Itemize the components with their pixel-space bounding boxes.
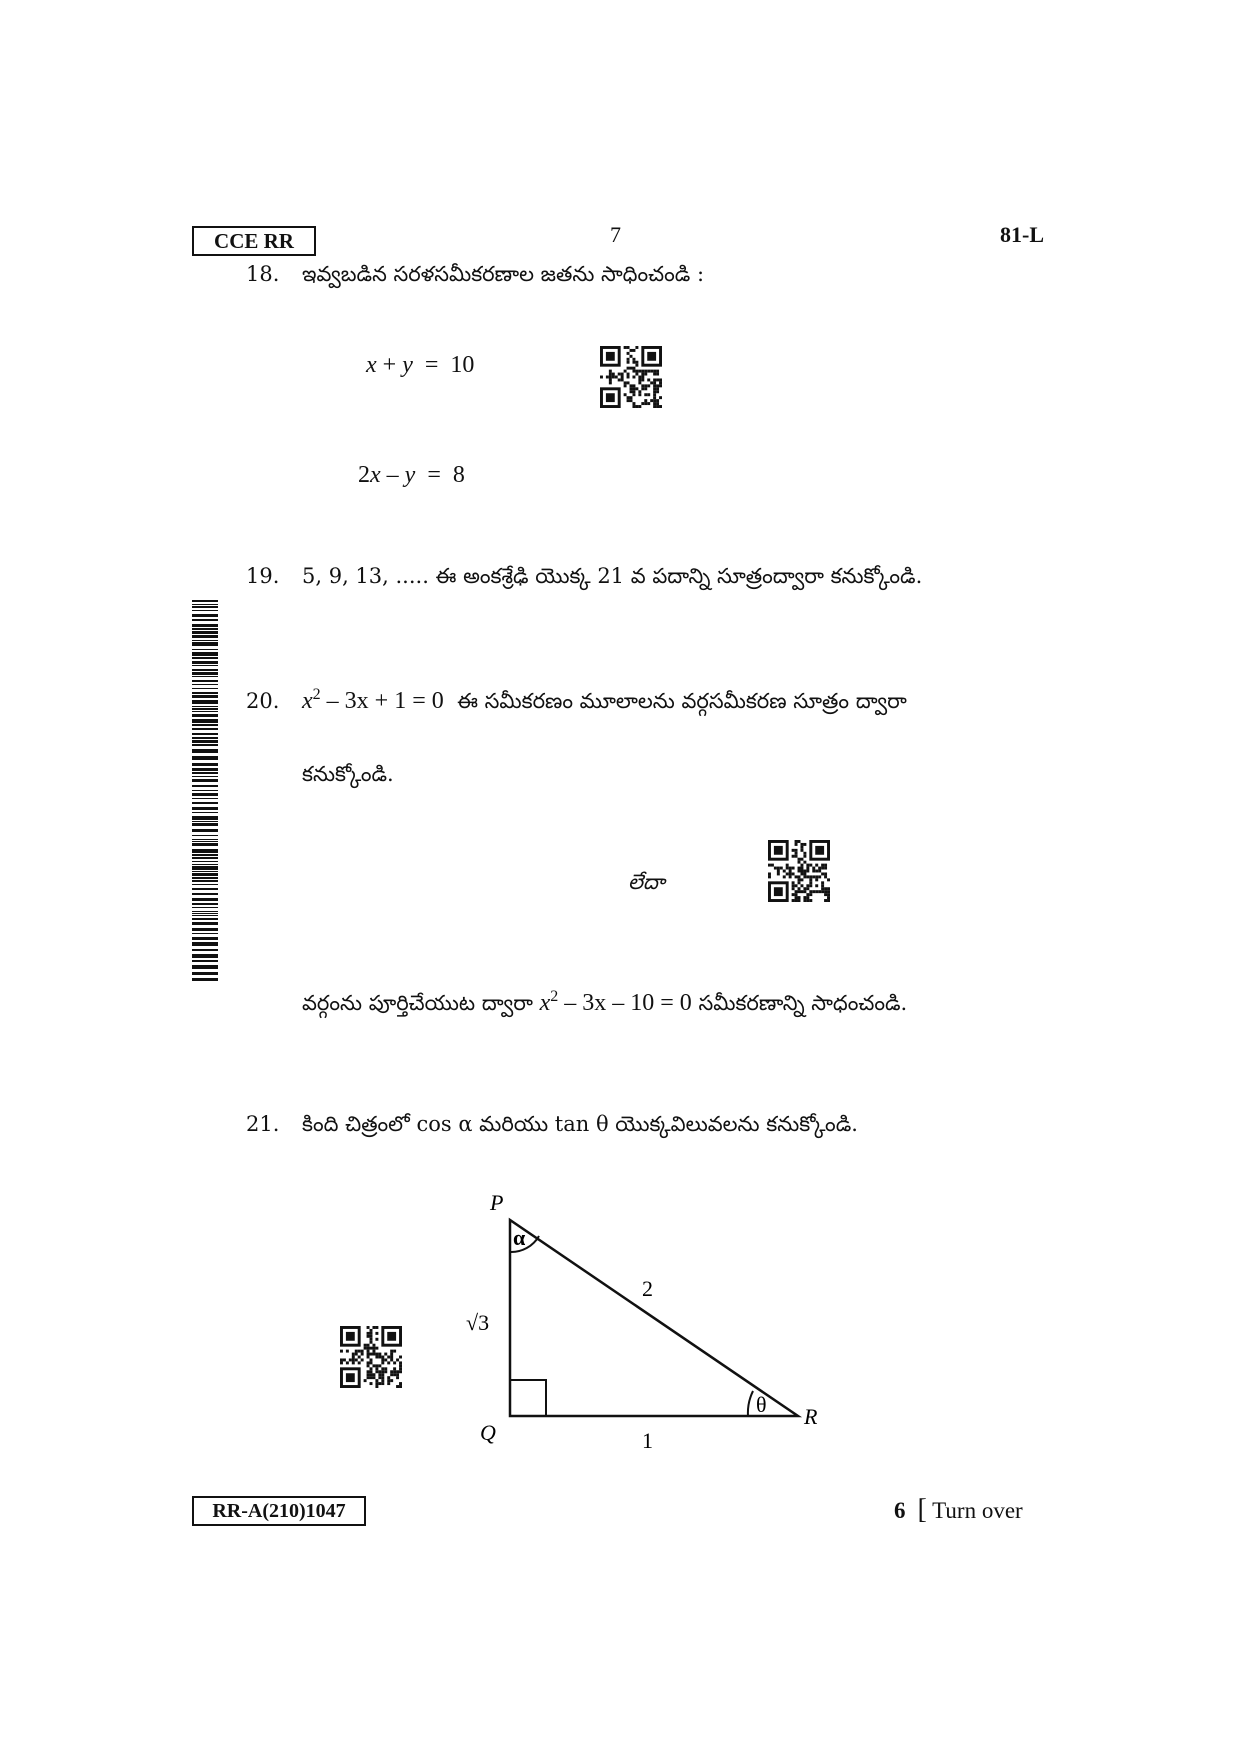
triangle-pqr xyxy=(510,1220,798,1416)
question-text: 5, 9, 13, ..... ఈ అంకశ్రేఢి యొక్క 21 వ పదాన్ని సూత్రంద్వారా కనుక్కోండి. xyxy=(302,564,923,588)
qr-code-icon xyxy=(600,346,662,408)
question-20-line2: కనుక్కోండి. xyxy=(302,762,394,786)
question-18 xyxy=(246,262,704,292)
vertex-r-label: R xyxy=(804,1404,818,1429)
question-number: 21. xyxy=(246,1112,280,1136)
footer-code-box: RR-A(210)1047 xyxy=(192,1496,366,1526)
barcode-icon xyxy=(192,600,218,984)
vertex-p-label: P xyxy=(490,1190,504,1215)
right-angle-marker xyxy=(510,1380,546,1416)
question-20-alternative: వర్గంను పూర్తిచేయుట ద్వారా $x^2 - 3x - 10 = 0$ సమీకరణాన్ని సాధంచండి. xyxy=(302,988,908,1016)
question-equation: $x^2 - 3x + 1 = 0$ xyxy=(302,686,444,714)
equation-2: 2x – y = 8 xyxy=(358,462,465,488)
side-pq-label: √3 xyxy=(466,1310,490,1335)
qr-code-icon xyxy=(768,840,830,902)
question-20 xyxy=(246,686,907,719)
angle-alpha-label: α xyxy=(513,1225,526,1250)
question-text: ఇవ్వబడిన సరళసమీకరణాల జతను సాధించండి : xyxy=(302,262,705,286)
vertex-q-label: Q xyxy=(480,1420,496,1445)
question-text: ఈ సమీకరణం మూలాలను వర్గసమీకరణ సూత్రం ద్వారా xyxy=(457,689,907,713)
turn-over-label: Turn over xyxy=(932,1498,1023,1523)
question-21 xyxy=(246,1112,858,1142)
paper-code: 81-L xyxy=(1000,222,1044,247)
theta-arc xyxy=(748,1391,753,1416)
question-text: కింది చిత్రంలో cos α మరియు tan θ యొక్కవిలువలను కనుక్కోండి. xyxy=(302,1112,858,1136)
question-number: 18. xyxy=(246,262,280,286)
or-label: లేదా xyxy=(628,870,665,894)
angle-theta-label: θ xyxy=(756,1392,767,1417)
footer-bracket: [ xyxy=(917,1494,927,1525)
footer-page-marker: 6 xyxy=(894,1498,906,1523)
header-code-box: CCE RR xyxy=(192,226,316,256)
question-number: 19. xyxy=(246,564,280,588)
triangle-figure xyxy=(460,1190,840,1460)
question-19 xyxy=(246,564,922,594)
qr-code-icon xyxy=(340,1326,402,1388)
side-pr-label: 2 xyxy=(642,1276,653,1301)
question-number: 20. xyxy=(246,689,280,713)
side-qr-label: 1 xyxy=(642,1428,653,1453)
page-number: 7 xyxy=(610,222,621,247)
equation-1: x + y = 10 xyxy=(366,352,475,378)
footer-turn-over xyxy=(894,1494,1023,1526)
